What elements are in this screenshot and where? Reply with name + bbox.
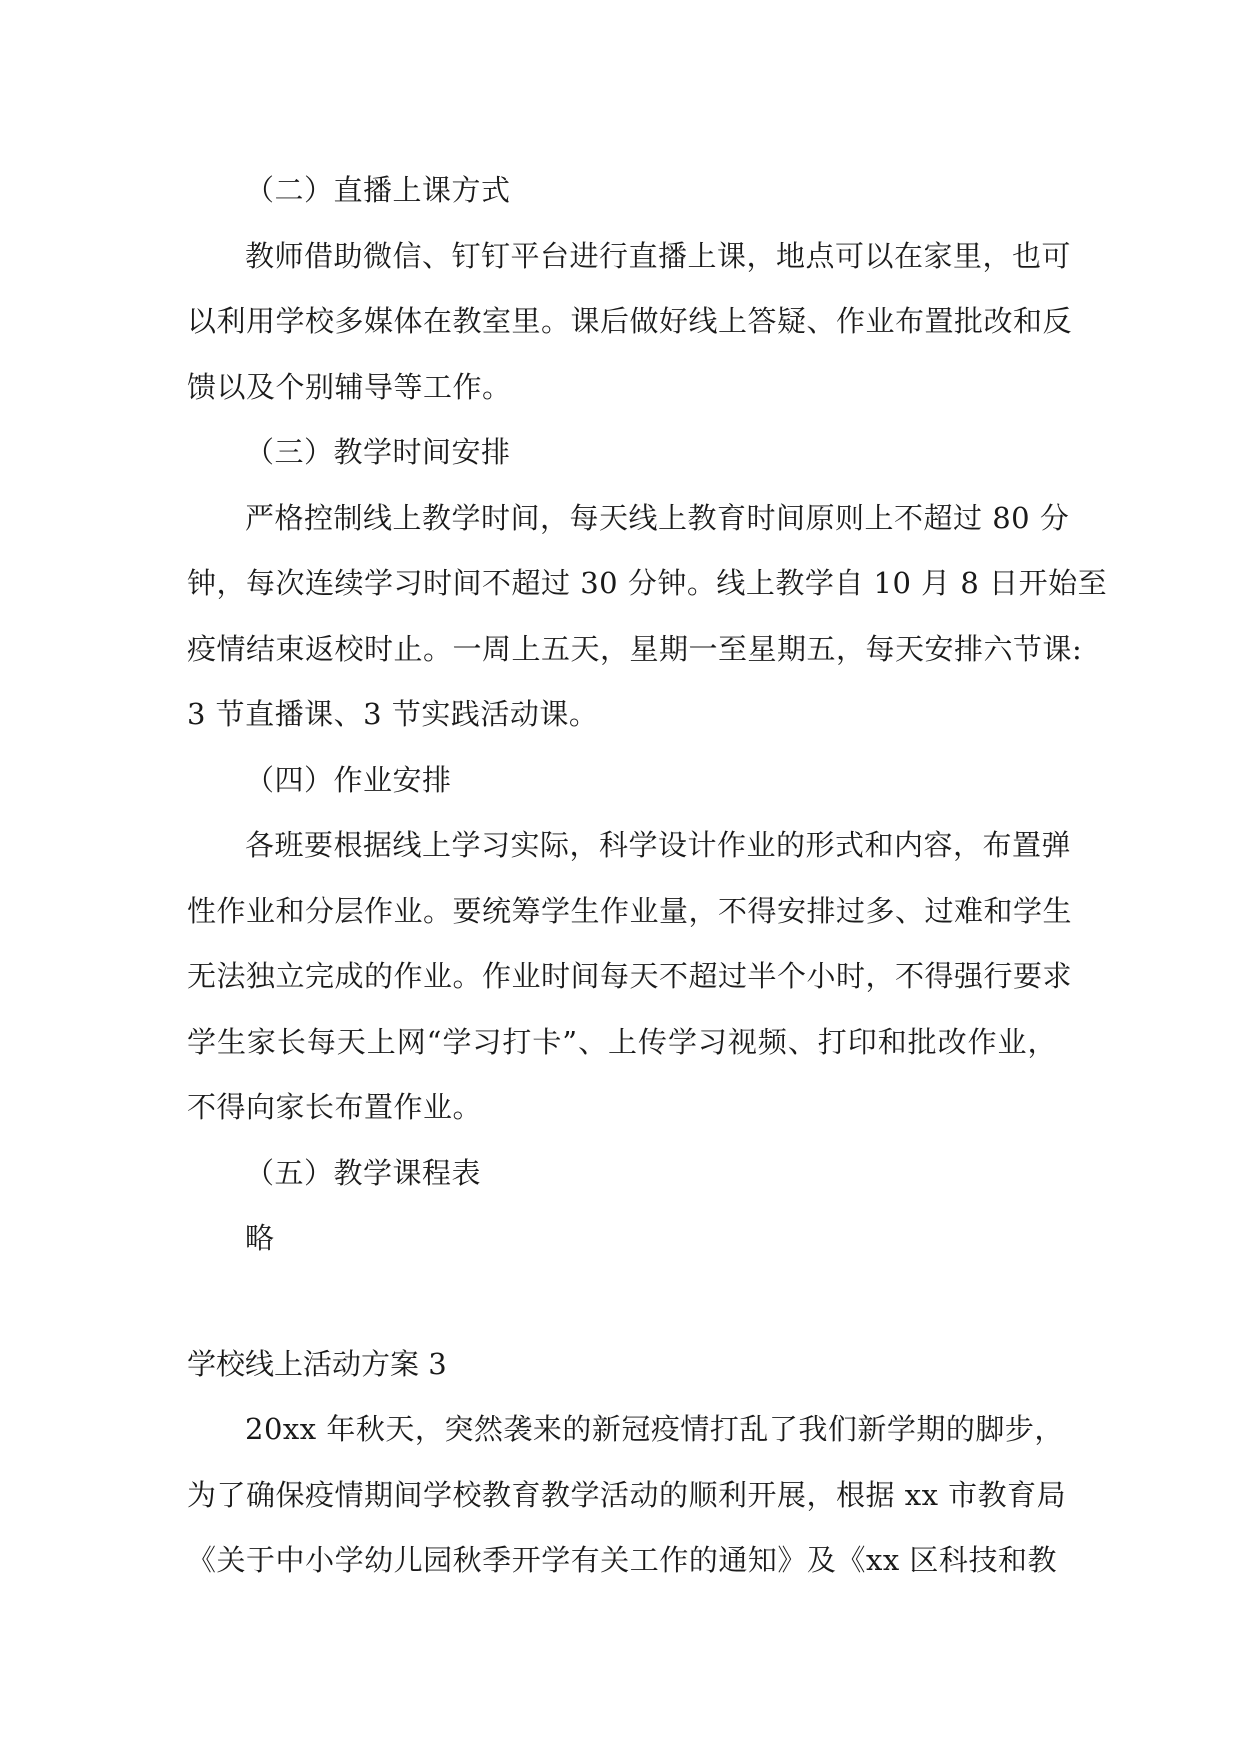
paragraph-line: 严格控制线上教学时间，每天线上教育时间原则上不超过 80 分 (245, 500, 1070, 535)
section-heading-live-class: （二）直播上课方式 (245, 173, 511, 207)
paragraph-line: 钟，每次连续学习时间不超过 30 分钟。线上教学自 10 月 8 日开始至 (187, 566, 1108, 600)
section-heading-schedule: （三）教学时间安排 (245, 435, 511, 469)
paragraph-line: 《关于中小学幼儿园秋季开学有关工作的通知》及《xx 区科技和教 (187, 1543, 1057, 1577)
document-body (187, 158, 1108, 1594)
paragraph-line: 各班要根据线上学习实际，科学设计作业的形式和内容，布置弹 (245, 828, 1072, 862)
section-heading-homework: （四）作业安排 (245, 762, 452, 797)
section-gap (187, 1272, 1057, 1332)
paragraph-line: 教师借助微信、钉钉平台进行直播上课，地点可以在家里，也可 (245, 238, 1072, 273)
paragraph-line: 不得向家长布置作业。 (187, 1090, 483, 1124)
plan-title: 学校线上活动方案 3 (187, 1346, 447, 1381)
section-heading-timetable: （五）教学课程表 (245, 1155, 482, 1190)
paragraph-line: 性作业和分层作业。要统筹学生作业量，不得安排过多、过难和学生 (187, 893, 1073, 928)
paragraph-line: 学生家长每天上网“学习打卡”、上传学习视频、打印和批改作业， (187, 1024, 1057, 1059)
paragraph-line: 略 (245, 1221, 275, 1255)
paragraph-line: 3 节直播课、3 节实践活动课。 (187, 697, 599, 731)
paragraph-line: 馈以及个别辅导等工作。 (187, 369, 512, 404)
paragraph-line: 无法独立完成的作业。作业时间每天不超过半个小时，不得强行要求 (187, 959, 1073, 993)
paragraph-line: 20xx 年秋天，突然袭来的新冠疫情打乱了我们新学期的脚步， (245, 1412, 1064, 1446)
paragraph-line: 以利用学校多媒体在教室里。课后做好线上答疑、作业布置批改和反 (187, 304, 1073, 338)
paragraph-line: 为了确保疫情期间学校教育教学活动的顺利开展，根据 xx 市教育局 (187, 1477, 1067, 1512)
paragraph-line: 疫情结束返校时止。一周上五天，星期一至星期五，每天安排六节课: (187, 631, 1083, 666)
